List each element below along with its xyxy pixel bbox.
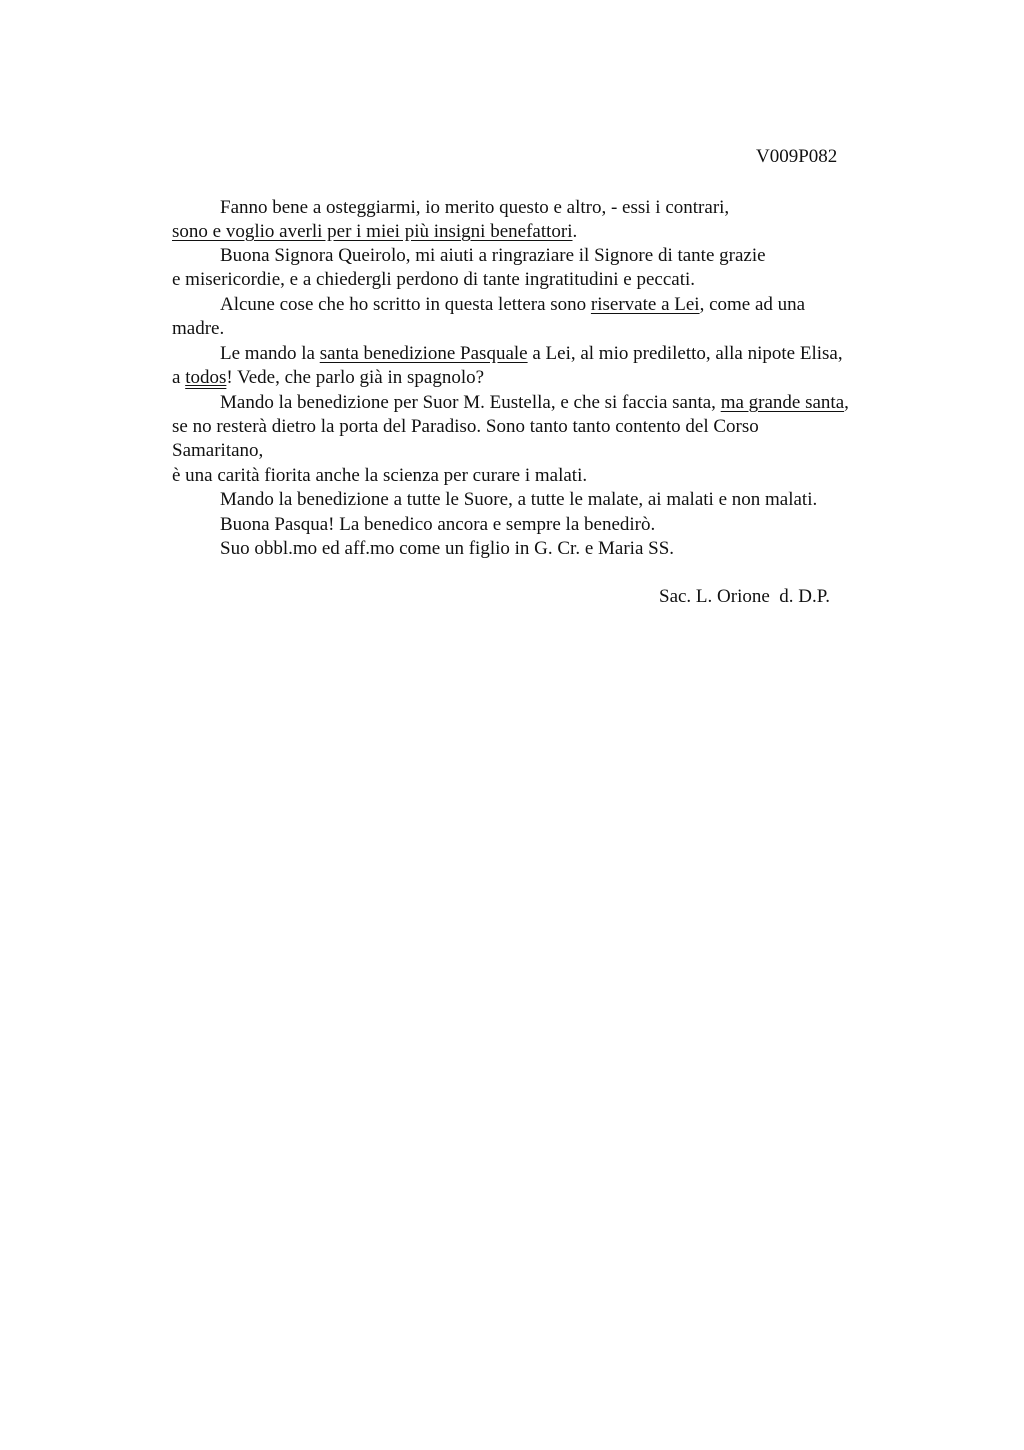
text-segment: Alcune cose che ho scritto in questa lettera sono: [220, 294, 591, 315]
text-line: [220, 196, 729, 220]
text-segment: a Lei, al mio prediletto, alla nipote Elisa,: [527, 343, 843, 364]
text-line: [172, 366, 484, 390]
text-line: [172, 317, 224, 341]
text-segment: Suo obbl.mo ed aff.mo come un figlio in G. Cr. e Maria SS.: [220, 538, 675, 559]
text-segment: .: [572, 221, 578, 242]
underlined-text: sono e voglio averli per i miei più insigni benefattori: [172, 221, 573, 242]
text-line: [220, 244, 766, 268]
text-segment: , come ad una: [699, 294, 806, 315]
text-segment: ! Vede, che parlo già in spagnolo?: [226, 367, 485, 388]
text-segment: Buona Signora Queirolo, mi aiuti a ringraziare il Signore di tante grazie: [220, 245, 766, 266]
text-line: [172, 464, 587, 488]
text-segment: Le mando la: [220, 343, 320, 364]
text-line: [220, 342, 843, 366]
underlined-text: santa benedizione Pasquale: [319, 343, 528, 364]
text-line: [172, 439, 263, 463]
underlined-text: riservate a Lei: [590, 294, 700, 315]
signature: Sac. L. Orione d. D.P.: [659, 586, 830, 607]
document-code: V009P082: [756, 146, 838, 167]
text-line: [172, 220, 577, 244]
underlined-text: ma grande santa: [720, 392, 845, 413]
text-line: [220, 513, 655, 537]
text-line: [220, 391, 849, 415]
text-segment: Fanno bene a osteggiarmi, io merito questo e altro, - essi i contrari,: [220, 197, 730, 218]
text-line: [172, 268, 695, 292]
text-segment: Samaritano,: [172, 440, 264, 461]
text-line: [172, 415, 759, 439]
text-segment: madre.: [172, 318, 225, 339]
text-segment: è una carità fiorita anche la scienza per curare i malati.: [172, 465, 588, 486]
text-segment: ,: [844, 392, 849, 413]
text-segment: Mando la benedizione a tutte le Suore, a tutte le malate, ai malati e non malati.: [220, 489, 818, 510]
double-underlined-text: todos: [185, 367, 227, 388]
text-line: [220, 488, 817, 512]
text-line: [220, 537, 674, 561]
text-segment: a: [172, 367, 186, 388]
text-segment: e misericordie, e a chiedergli perdono di tante ingratitudini e peccati.: [172, 269, 696, 290]
text-segment: se no resterà dietro la porta del Paradiso. Sono tanto tanto contento del Corso: [172, 416, 759, 437]
text-line: [220, 293, 805, 317]
text-segment: Buona Pasqua! La benedico ancora e sempre la benedirò.: [220, 514, 656, 535]
text-segment: Mando la benedizione per Suor M. Eustella, e che si faccia santa,: [220, 392, 721, 413]
